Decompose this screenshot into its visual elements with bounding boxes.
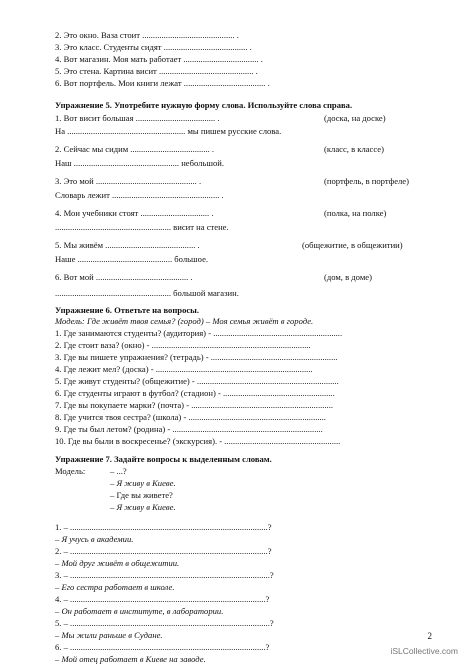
- ex6-item-6: 6. Где студенты играют в футбол? (стадион) - ....................................................: [55, 388, 335, 398]
- ex5-hint-5: (общежитие, в общежитии): [302, 240, 403, 250]
- ex6-item-9: 9. Где ты был летом? (родина) - ......................................................................: [55, 424, 323, 434]
- ex5-row-10: Наше ............................................ большое.: [55, 254, 209, 264]
- ex5-hint-6: (дом, в доме): [324, 272, 372, 282]
- top-line-5: 6. Вот портфель. Мои книги лежат ...................................... .: [55, 78, 270, 88]
- ex7-answer-3: – Его сестра работает в школе.: [55, 582, 175, 592]
- top-line-2: 3. Это класс. Студенты сидят ....................................... .: [55, 42, 252, 52]
- ex5-hint-4: (полка, на полке): [324, 208, 387, 218]
- ex6-item-10: 10. Где вы были в воскресенье? (экскурсия). - ......................................................: [55, 436, 341, 446]
- ex5-row-4: Наш ................................................. небольшой.: [55, 158, 225, 168]
- ex7-answer-5: – Мы жили раньше в Судане.: [55, 630, 163, 640]
- ex6-item-7: 7. Где вы покупаете марки? (почта) - ..................................................................: [55, 400, 333, 410]
- top-line-3: 4. Вот магазин. Моя мать работает ................................... .: [55, 54, 263, 64]
- ex7-answer-1: – Я учусь в академии.: [55, 534, 134, 544]
- ex5-row-1: 1. Вот висит большая ..................................... .: [55, 113, 220, 123]
- ex7-question-6: 6. – ...........................................................................................?: [55, 642, 270, 652]
- ex7-model-line-3: – Где вы живете?: [110, 490, 173, 500]
- top-line-4: 5. Это стена. Картина висит ............................................ .: [55, 66, 258, 76]
- ex5-row-11: 6. Вот мой ........................................... .: [55, 272, 193, 282]
- exercise-6-title: Упражнение 6. Ответьте на вопросы.: [55, 305, 200, 315]
- ex5-hint-2: (класс, в классе): [324, 144, 384, 154]
- ex5-row-3: 2. Сейчас мы сидим ..................................... .: [55, 144, 215, 154]
- ex5-hint-1: (доска, на доске): [324, 113, 386, 123]
- watermark: iSLCollective.com: [390, 646, 458, 656]
- ex7-answer-4: – Он работает в институте, в лаборатории.: [55, 606, 224, 616]
- ex6-item-4: 4. Где лежит мел? (доска) - .........................................................................: [55, 364, 313, 374]
- ex6-item-2: 2. Где стоит ваза? (окно) - ..........................................................................: [55, 340, 311, 350]
- ex5-row-5: 3. Это мой ............................................... .: [55, 176, 202, 186]
- ex7-model-line-4: – Я живу в Киеве.: [110, 502, 176, 512]
- ex7-question-3: 3. – .............................................................................................?: [55, 570, 274, 580]
- ex7-answer-6: – Мой отец работает в Киеве на заводе.: [55, 654, 206, 664]
- ex5-row-8: ...................................................... висит на стене.: [55, 222, 229, 232]
- ex7-question-1: 1. – ............................................................................................?: [55, 522, 272, 532]
- ex5-row-6: Словарь лежит .................................................. .: [55, 190, 224, 200]
- ex7-model-line-2: – Я живу в Киеве.: [110, 478, 176, 488]
- ex7-question-5: 5. – .............................................................................................?: [55, 618, 274, 628]
- ex6-item-3: 3. Где вы пишете упражнения? (тетрадь) - ...........................................................: [55, 352, 338, 362]
- ex7-question-4: 4. – ...........................................................................................?: [55, 594, 270, 604]
- ex7-question-2: 2. – ............................................................................................?: [55, 546, 272, 556]
- ex5-hint-3: (портфель, в портфеле): [324, 176, 409, 186]
- exercise-7-title: Упражнение 7. Задайте вопросы к выделенным словам.: [55, 454, 272, 464]
- ex6-item-8: 8. Где учится твоя сестра? (школа) - ................................................................: [55, 412, 326, 422]
- ex5-row-7: 4. Мои учебники стоят ................................ .: [55, 208, 214, 218]
- ex5-row-2: На ....................................................... мы пишем русские слова.: [55, 126, 282, 136]
- ex7-model-line-1: – ...?: [110, 466, 127, 476]
- ex6-item-1: 1. Где занимаются студенты? (аудитория) - ............................................................: [55, 328, 343, 338]
- ex7-answer-2: – Мой друг живёт в общежитии.: [55, 558, 180, 568]
- exercise-5-title: Упражнение 5. Употребите нужную форму слова. Используйте слова справа.: [55, 100, 353, 110]
- ex5-row-12: ...................................................... большой магазин.: [55, 288, 239, 298]
- ex7-model-label: Модель:: [55, 466, 86, 476]
- ex5-row-9: 5. Мы живём .......................................... .: [55, 240, 200, 250]
- top-line-1: 2. Это окно. Ваза стоит ........................................... .: [55, 30, 239, 40]
- exercise-6-model: Модель: Где живёт твоя семья? (город) – Моя семья живёт в городе.: [55, 316, 314, 326]
- page-number: 2: [427, 631, 432, 641]
- ex6-item-5: 5. Где живут студенты? (общежитие) - ..................................................................: [55, 376, 339, 386]
